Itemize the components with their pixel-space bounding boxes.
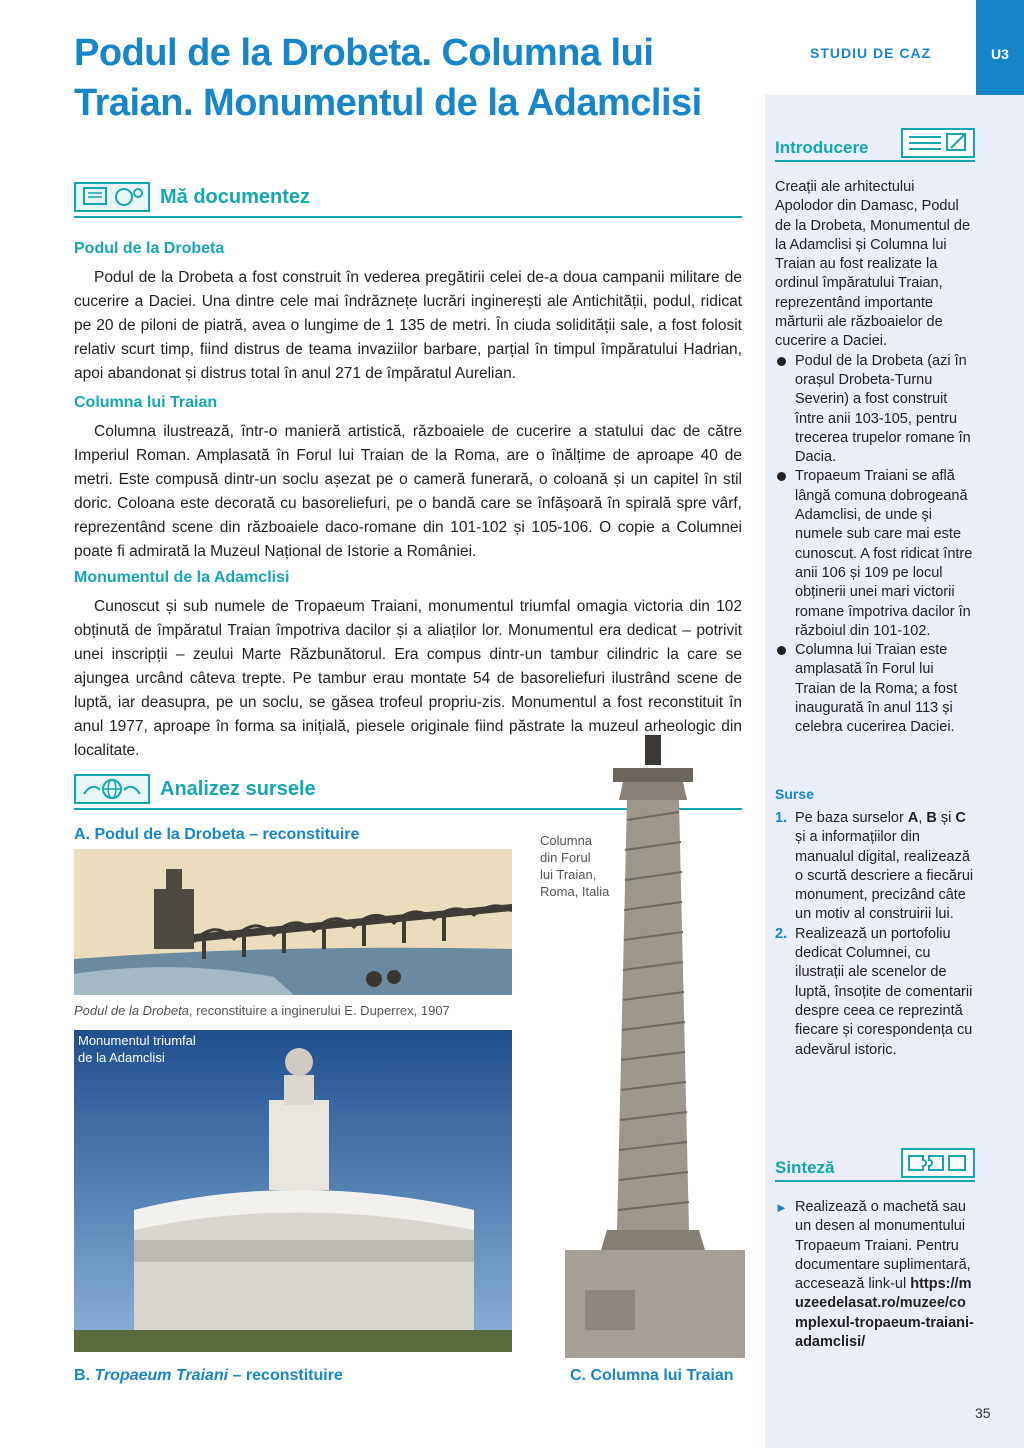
bullet-dot: [777, 646, 786, 655]
task-ref-a: A: [907, 810, 919, 826]
sinteza-body: [775, 1198, 975, 1352]
intro-bullet: [775, 641, 975, 737]
caption-italic: Podul de la Drobeta: [74, 1003, 189, 1018]
caption-line-1: Columna: [540, 833, 593, 848]
task-sep: și: [936, 810, 956, 826]
task-ref-c: C: [955, 810, 966, 826]
task-number: 2.: [775, 925, 788, 942]
overlay-line-2: de la Adamclisi: [78, 1050, 165, 1065]
sinteza-label: Sinteză: [775, 1158, 835, 1177]
caption-line-3: lui Traian,: [540, 867, 597, 882]
source-a-caption: [74, 1003, 450, 1018]
bullet-text: Columna lui Traian este amplasată în Forul lui Traian de la Roma; a fost inaugurată în anul 113 și celebra cucerirea Daciei.: [795, 642, 958, 736]
bullet-text: Tropaeum Traiani se află lângă comuna dobrogeană Adamclisi, de unde și numele sub care mai este cunoscut. A fost ridicat între anii 106 și 109 pe locul obținerii unei mari victorii romane împotriva dacilor în războiul din 101-102.: [795, 468, 973, 639]
task-2: [775, 925, 975, 1060]
unit-badge: U3: [976, 0, 1024, 95]
subheading-drobeta: Podul de la Drobeta: [74, 240, 225, 257]
section-label: Analizez sursele: [160, 778, 316, 800]
arrow-icon: ►: [775, 1200, 788, 1215]
globe-icon: [74, 774, 150, 804]
section-label: Mă documentez: [160, 186, 311, 208]
subheading-adamclisi: Monumentul de la Adamclisi: [74, 569, 290, 586]
intro-bullet: [775, 352, 975, 468]
paragraph-drobeta: Podul de la Drobeta a fost construit în vederea pregătirii celei de-a doua campanii militare de cucerire a Daciei. Una dintre cele mai îndrăznețe lucrări inginerești ale Antichității, podul, ridicat pe 20 de piloni de piatră, avea o lungime de 1 135 de metri. În ciuda solidității sale, a fost folosit relativ scurt timp, fiind distrus de teama invaziilor barbare, parțial în timpul împăratului Hadrian, apoi abandonat și distrus total în anul 271 de împăratul Aurelian.: [74, 269, 742, 382]
trajan-column-photo: [555, 730, 755, 1360]
bullet-text: Podul de la Drobeta (azi în orașul Drobeta-Turnu Severin) a fost construit între anii 103-105, pentru trecerea trupelor romane în Dacia.: [795, 352, 971, 466]
drobeta-bridge-illustration: [74, 849, 512, 995]
source-b-italic: Tropaeum Traiani: [94, 1367, 229, 1384]
title-line-2: Traian. Monumentul de la Adamclisi: [74, 82, 702, 124]
bullet-dot: [777, 472, 786, 481]
subheading-columna: Columna lui Traian: [74, 394, 218, 411]
section-header-documentez: [74, 178, 742, 218]
task-text: Realizează un portofoliu dedicat Columnei, cu ilustrații ale scenelor de luptă, însoțite de comentarii despre ceea ce reprezintă fiecare și corespondența cu adevărul istoric.: [795, 925, 973, 1058]
paragraph-columna: Columna ilustrează, într-o manieră artistică, războaiele de cucerire a statului dac de către Imperiul Roman. Amplasată în Forul lui Traian de la Roma, are o înălțime de aproape 40 de metri. Este compusă dintr-un soclu așezat pe o cameră funerară, o coloană și un capitel în stil doric. Coloana este decorată cu basoreliefuri, pe o bandă care se înfășoară în spirală spre vârf, reprezentând scene din războaiele daco-romane din 101-102 și 105-106. O copie a Columnei poate fi admirată la Muzeul Național de Istorie a României.: [74, 423, 742, 560]
caption-line-2: din Forul: [540, 850, 591, 865]
sinteza-text: Realizează o machetă sau un desen al monumentului Tropaeum Traiani. Pentru documentare suplimentară, accesează link-ul: [795, 1199, 971, 1293]
paragraph-adamclisi: Cunoscut și sub numele de Tropaeum Traiani, monumentul triumfal omagia victoria din 102 obținută de împăratul Traian împotriva dacilor și a aliaților lor. Monumentul era dedicat – potrivit unei inscripții – zeului Marte Răzbunătorul. Era compus dintr-un tambur cilindric la care se ajungea urcând câteva trepte. Pe tambur erau montate 54 de basoreliefuri ilustrând scene de luptă, iar deasupra, pe un soclu, se găsea trofeul propriu-zis. Monumentul a fost reconstituit în anul 1977, aproape în forma sa inițială, piesele originale fiind păstrate la muzeul arheologic din localitate.: [74, 598, 742, 759]
task-1: [775, 809, 975, 925]
documents-icon: [74, 182, 150, 212]
source-c-heading: C. Columna lui Traian: [570, 1367, 734, 1384]
source-b-heading: [74, 1367, 343, 1385]
intro-bullet: [775, 467, 975, 641]
task-number: 1.: [775, 810, 788, 826]
tropaeum-traiani-photo: [74, 1030, 512, 1352]
sinteza-link[interactable]: https://muzeedelasat.ro/muzee/complexul-tropaeum-traiani-adamclisi/: [795, 1276, 974, 1351]
bullet-dot: [777, 357, 786, 366]
case-study-label: STUDIU DE CAZ: [810, 45, 932, 61]
source-b-overlay-caption: [78, 1032, 196, 1066]
overlay-line-1: Monumentul triumfal: [78, 1033, 196, 1048]
intro-body: [775, 178, 975, 738]
caption-text: , reconstituire a inginerului E. Duperrex, 1907: [188, 1003, 450, 1018]
caption-line-4: Roma, Italia: [540, 884, 610, 899]
page-number: 35: [975, 1405, 991, 1421]
title-line-1: Podul de la Drobeta. Columna lui: [74, 32, 654, 74]
task-sep: ,: [918, 810, 927, 826]
source-a-heading: A. Podul de la Drobeta – reconstituire: [74, 826, 360, 843]
task-ref-b: B: [926, 810, 937, 826]
tasks-list: [775, 809, 975, 1060]
page-title: [74, 28, 764, 128]
source-b-suffix: – reconstituire: [228, 1367, 343, 1384]
intro-header: [775, 132, 975, 162]
notes-icon: [901, 128, 975, 158]
sinteza-item: [775, 1198, 975, 1352]
source-b-prefix: B.: [74, 1367, 95, 1384]
task-text: și a informațiilor din manualul digital, realizează o scurtă descriere a fiecărui monument, precizând câte un motiv al construirii lui.: [795, 829, 974, 923]
sinteza-header: [775, 1152, 975, 1182]
puzzle-icon: [901, 1148, 975, 1178]
task-text: Pe baza surselor: [795, 810, 908, 826]
surse-label: Surse: [775, 786, 814, 802]
intro-label: Introducere: [775, 138, 869, 157]
intro-text: Creații ale arhitectului Apolodor din Damasc, Podul de la Drobeta, Monumentul de la Adamclisi și Columna lui Traian au fost realizate la ordinul împăratului Traian, reprezentând importante mărturii ale războaielor de cucerire a Daciei.: [775, 179, 971, 350]
